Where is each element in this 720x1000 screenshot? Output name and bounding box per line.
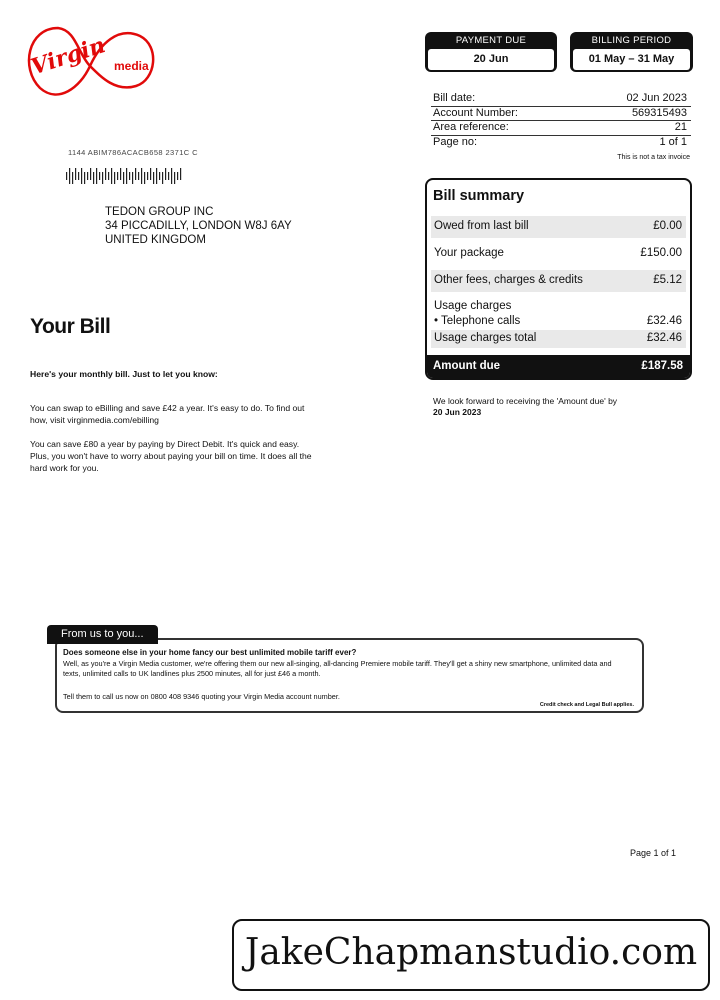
logo-sub-text: media (114, 59, 149, 73)
logo-brand-text: Virgin (27, 32, 109, 81)
account-number-value: 569315493 (631, 106, 687, 119)
package-row (431, 243, 686, 265)
bill-date-row (431, 92, 691, 107)
page-no-row (431, 136, 691, 150)
recipient-name: TEDON GROUP INC (105, 206, 214, 218)
barcode-number: 1144 ABIM786ACACB658 2371C C (68, 148, 198, 157)
usage-total-value: £32.46 (646, 332, 682, 344)
recipient-address-line1: 34 PICCADILLY, LONDON W8J 6AY (105, 220, 292, 232)
owed-label: Owed from last bill (434, 220, 529, 232)
bill-summary-box (425, 178, 692, 380)
promo-call-text: Tell them to call us now on 0800 408 9346 quoting your Virgin Media account number. (63, 692, 340, 701)
usage-total-label: Usage charges total (434, 332, 537, 344)
payment-due-box (425, 32, 557, 72)
tax-note: This is not a tax invoice (617, 154, 690, 161)
bill-date-label: Bill date: (433, 92, 476, 104)
bill-info-table (431, 92, 691, 149)
forward-note-date: 20 Jun 2023 (433, 407, 482, 417)
area-reference-row (431, 121, 691, 136)
usage-heading: Usage charges (434, 300, 512, 312)
payment-forward-note (433, 396, 678, 418)
amount-due-label: Amount due (433, 360, 501, 372)
promo-tab: From us to you... (47, 625, 158, 644)
bill-intro: Here's your monthly bill. Just to let you know: (30, 369, 218, 379)
telephone-calls-label: • Telephone calls (434, 315, 521, 327)
virgin-media-logo (18, 18, 160, 102)
package-label: Your package (434, 247, 504, 259)
promo-body: Well, as you're a Virgin Media customer, we're offering them our new all-singing, all-dancing Premiere mobile tariff. They'll get a shiny new smartphone, unlimited data and texts, unlimited calls to UK landlines plus 2500 minutes, all for just £46 a month. (63, 659, 612, 678)
fees-label: Other fees, charges & credits (434, 274, 583, 286)
amount-due-value: £187.58 (641, 360, 683, 372)
fees-row (431, 270, 686, 292)
direct-debit-paragraph: You can save £80 a year by paying by Direct Debit. It's quick and easy. Plus, you won't have to worry about paying your bill on time. It does all the hard work for you. (30, 439, 312, 473)
page-title: Your Bill (30, 315, 111, 338)
watermark: JakeChapmanstudio.com (232, 919, 710, 991)
telephone-calls-value: £32.46 (646, 315, 682, 327)
bill-date-value: 02 Jun 2023 (626, 92, 687, 104)
payment-due-label: PAYMENT DUE (455, 35, 527, 46)
fees-value: £5.12 (653, 274, 682, 286)
forward-note-text: We look forward to receiving the 'Amount due' by (433, 396, 618, 406)
account-number-label: Account Number: (433, 106, 518, 119)
owed-row (431, 216, 686, 238)
ebilling-paragraph: You can swap to eBilling and save £42 a year. It's easy to do. To find out how, visit virginmedia.com/ebilling (30, 403, 305, 425)
postal-barcode (66, 168, 184, 184)
bill-summary-title: Bill summary (433, 188, 525, 204)
recipient-address (105, 205, 292, 247)
recipient-address-line2: UNITED KINGDOM (105, 234, 206, 246)
promo-heading: Does someone else in your home fancy our best unlimited mobile tariff ever? (63, 648, 357, 657)
promo-box (55, 638, 644, 713)
usage-total-row (431, 330, 686, 348)
billing-period-label: BILLING PERIOD (591, 35, 672, 46)
telephone-calls-row (431, 314, 686, 330)
package-value: £150.00 (640, 247, 682, 259)
area-reference-label: Area reference: (433, 121, 509, 133)
area-reference-value: 21 (674, 121, 687, 133)
promo-legal-note: Credit check and Legal Bull applies. (539, 702, 634, 708)
usage-heading-row (431, 298, 686, 314)
page-no-value: 1 of 1 (659, 135, 687, 148)
payment-due-value: 20 Jun (428, 49, 554, 70)
account-number-row (431, 107, 691, 122)
page-number: Page 1 of 1 (630, 848, 677, 858)
billing-period-box (570, 32, 693, 72)
billing-period-value: 01 May – 31 May (573, 49, 690, 70)
owed-value: £0.00 (653, 220, 682, 232)
amount-due-row (427, 355, 690, 378)
page-no-label: Page no: (433, 135, 478, 148)
